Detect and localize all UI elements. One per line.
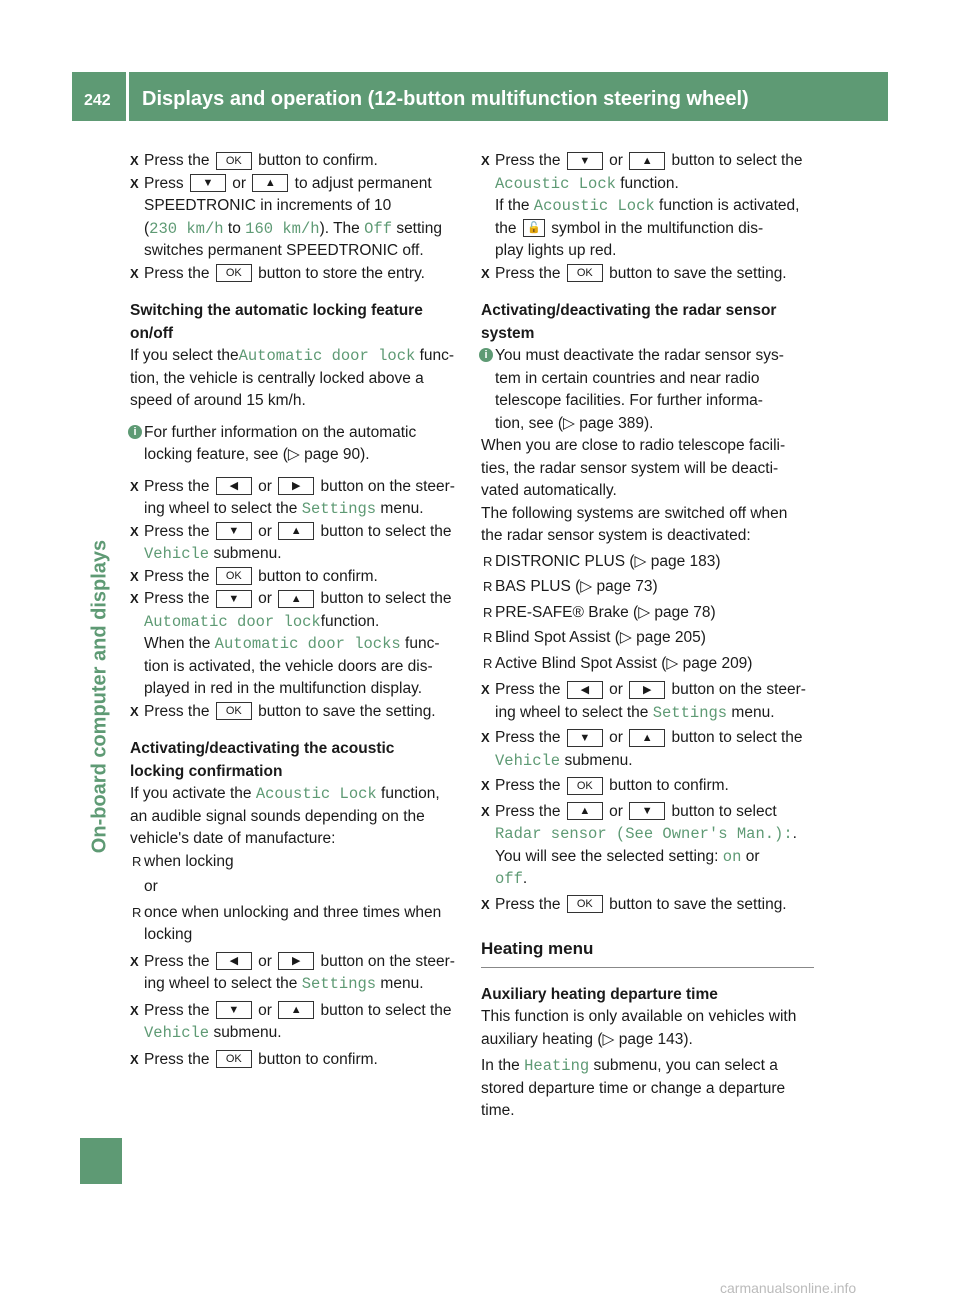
up-key-icon: ▲ [278,522,314,540]
page-title: Displays and operation (12-button multifunction steering wheel) [142,88,749,110]
up-key-icon: ▲ [567,802,603,820]
list-item: R Active Blind Spot Assist (▷ page 209) [481,653,814,676]
step: X Press ▼ or ▲ to adjust permanent SPEEDTRONIC in increments of 10 (230 km/h to 160 km/h). The Off setting switches permanent SPEEDTRONIC off. [130,174,442,259]
ok-key-icon: OK [216,152,252,170]
step: X Press the ▼ or ▲ button to select the Acoustic Lock function. If the Acoustic Lock function is activated, the 🔓 symbol in the multifunction dis- play lights up red. [481,152,803,259]
step: X Press the ◀ or ▶ button on the steer- ing wheel to select the Settings menu. [130,477,455,518]
section-heading: Activating/deactivating the radar sensor [481,302,777,319]
step-arrow-icon: X [481,682,490,697]
section-heading: Switching the automatic locking feature [130,302,423,319]
left-key-icon: ◀ [216,952,252,970]
step-arrow-icon: X [481,896,490,912]
right-column: X Press the ▼ or ▲ button to select the Acoustic Lock function. If the Acoustic Lock function is activated, the 🔓 symbol in the multifunction dis- play lights up red. X Press the OK button to save the setting. Activating/deactivating the radar sensor system i You must deactivate the radar sensor sys- tem in certain countries and near radio telescope facilities. For further informa- tion, see (▷ page 389). When you are close to radio telescope facili- ties, the radar sensor system will be deacti- vated automatically. The following systems are switched off when the radar sensor system is deactivated: R DISTRONIC PLUS (▷ page 183) R BAS PLUS (▷ page 73) R PRE-SAFE® Brake (▷ page 78) R Blind Spot Assist (▷ page 205) R Active Blind Spot Assist (▷ page 209) X Press the ◀ or ▶ button on the steer- ing wheel to select the Settings menu. X Press the ▼ or ▲ button to select the Vehicle submenu. X Press the OK button to confirm. X Press the ▲ or ▼ button to select Radar sensor (See Owner's Man.):. You will see the selected setting: on or off. X Press the OK button to save the setting. Heating menu Auxiliary heating departure time This function is only available on vehicles with auxiliary heating (▷ page 143). In the Heating submenu, you can select a stored departure time or change a departure time. [481,150,814,1123]
down-key-icon: ▼ [567,152,603,170]
step-arrow-icon: X [130,478,139,494]
step: X Press the ▲ or ▼ button to select Radar sensor (See Owner's Man.):. You will see the selected setting: on or off. [481,802,797,888]
down-key-icon: ▼ [629,802,665,820]
down-key-icon: ▼ [216,590,252,608]
step: X Press the ▼ or ▲ button to select the Vehicle submenu. [130,1001,452,1042]
ok-key-icon: OK [567,895,603,913]
page-number: 242 [84,92,111,109]
down-key-icon: ▼ [216,1001,252,1019]
side-tab-label: On-board computer and displays [88,539,111,854]
header-divider [126,72,129,121]
step-arrow-icon: X [130,175,139,191]
down-key-icon: ▼ [567,729,603,747]
up-key-icon: ▲ [629,152,665,170]
step-arrow-icon: X [481,265,490,281]
step: X Press the ▼ or ▲ button to select the Vehicle submenu. [481,729,803,770]
step-arrow-icon: X [130,703,139,719]
info-icon: i [479,348,493,362]
section-heading: on/off [130,324,174,342]
step-arrow-icon: X [130,265,139,281]
step: X Press the OK button to confirm. [481,775,814,798]
right-key-icon: ▶ [629,681,665,699]
section-heading: Activating/deactivating the acoustic [130,740,395,757]
ok-key-icon: OK [216,702,252,720]
step-arrow-icon: X [481,730,490,745]
section-heading: Auxiliary heating departure time [481,985,718,1003]
lock-open-icon: 🔓 [523,219,545,237]
list-item: R PRE-SAFE® Brake (▷ page 78) [481,602,814,625]
ok-key-icon: OK [567,264,603,282]
step-arrow-icon: X [130,523,139,539]
bullet-icon: R [483,604,493,620]
left-key-icon: ◀ [567,681,603,699]
step-arrow-icon: X [481,153,490,168]
list-item: R BAS PLUS (▷ page 73) [481,576,814,599]
ok-key-icon: OK [216,567,252,585]
section-title: Heating menu [481,939,594,958]
up-key-icon: ▲ [278,1001,314,1019]
section-heading: locking confirmation [130,762,283,780]
down-key-icon: ▼ [216,522,252,540]
step-arrow-icon: X [130,1051,139,1067]
list-item: R once when unlocking and three times when locking [132,903,442,943]
left-key-icon: ◀ [216,477,252,495]
bullet-icon: R [132,904,142,920]
bullet-icon: R [483,553,493,569]
step: X Press the OK button to confirm. [130,1049,460,1072]
step: X Press the OK button to save the setting. [481,894,814,917]
step: X Press the ▼ or ▲ button to select the Vehicle submenu. [130,522,452,563]
step-arrow-icon: X [130,953,139,969]
bullet-icon: R [132,853,142,869]
step-arrow-icon: X [481,778,490,793]
ok-key-icon: OK [567,777,603,795]
side-tab [80,505,120,905]
list-item: R Blind Spot Assist (▷ page 205) [481,627,814,650]
ok-key-icon: OK [216,1050,252,1068]
section-heading: system [481,324,535,342]
left-column: X Press the OK button to confirm. X Press ▼ or ▲ to adjust permanent SPEEDTRONIC in increments of 10 (230 km/h to 160 km/h). The Off setting switches permanent SPEEDTRONIC off. X Press the OK button to store the entry. Switching the automatic locking feature on/off If you select theAutomatic door lock func- tion, the vehicle is centrally locked above a speed of around 15 km/h. i For further information on the automatic locking feature, see (▷ page 90). X Press the ◀ or ▶ button on the steer- ing wheel to select the Settings menu. X Press the ▼ or ▲ button to select the Vehicle submenu. X Press the OK button to confirm. X Press the ▼ or ▲ button to select the Automatic door lockfunction. When the Automatic door locks func- tion is activated, the vehicle doors are dis- played in red in the multifunction display. X Press the OK button to save the setting. Activating/deactivating the acoustic locking confirmation If you activate the Acoustic Lock function, an audible signal sounds depending on the vehicle's date of manufacture: R when locking or R once when unlocking and three times when locking X Press the ◀ or ▶ button on the steer- ing wheel to select the Settings menu. X Press the ▼ or ▲ button to select the Vehicle submenu. X Press the OK button to confirm. [130,150,460,1071]
info-icon: i [128,425,142,439]
watermark: carmanualsonline.info [720,1280,857,1296]
down-key-icon: ▼ [190,174,226,192]
step-arrow-icon: X [130,153,139,168]
up-key-icon: ▲ [252,174,288,192]
info-note: i You must deactivate the radar sensor sys- tem in certain countries and near radio telescope facilities. For further informa- tion, see (▷ page 389). [481,345,814,435]
side-tab-marker [80,1138,122,1184]
up-key-icon: ▲ [629,729,665,747]
step: X Press the ◀ or ▶ button on the steer- ing wheel to select the Settings menu. [130,952,455,993]
info-note: i For further information on the automatic locking feature, see (▷ page 90). [130,422,460,467]
step-arrow-icon: X [130,591,139,606]
step: X Press the OK button to save the setting. [130,701,460,724]
bullet-icon: R [483,630,493,645]
step-arrow-icon: X [481,803,490,819]
step: X Press the ◀ or ▶ button on the steer- ing wheel to select the Settings menu. [481,681,806,722]
list-item: R when locking [130,851,460,874]
bullet-icon: R [483,579,493,594]
right-key-icon: ▶ [278,952,314,970]
step: X Press the OK button to store the entry. [130,263,460,286]
ok-key-icon: OK [216,264,252,282]
up-key-icon: ▲ [278,590,314,608]
right-key-icon: ▶ [278,477,314,495]
bullet-icon: R [483,655,493,671]
step-arrow-icon: X [130,568,139,584]
step: X Press the OK button to confirm. [130,150,460,173]
step: X Press the ▼ or ▲ button to select the Automatic door lockfunction. When the Automatic door locks func- tion is activated, the vehicle doors are dis- played in red in the multifunction display. [130,590,452,697]
step-arrow-icon: X [130,1002,139,1018]
step: X Press the OK button to confirm. [130,566,460,589]
step: X Press the OK button to save the setting. [481,263,814,286]
list-item: R DISTRONIC PLUS (▷ page 183) [481,551,814,574]
section-divider [481,967,814,968]
